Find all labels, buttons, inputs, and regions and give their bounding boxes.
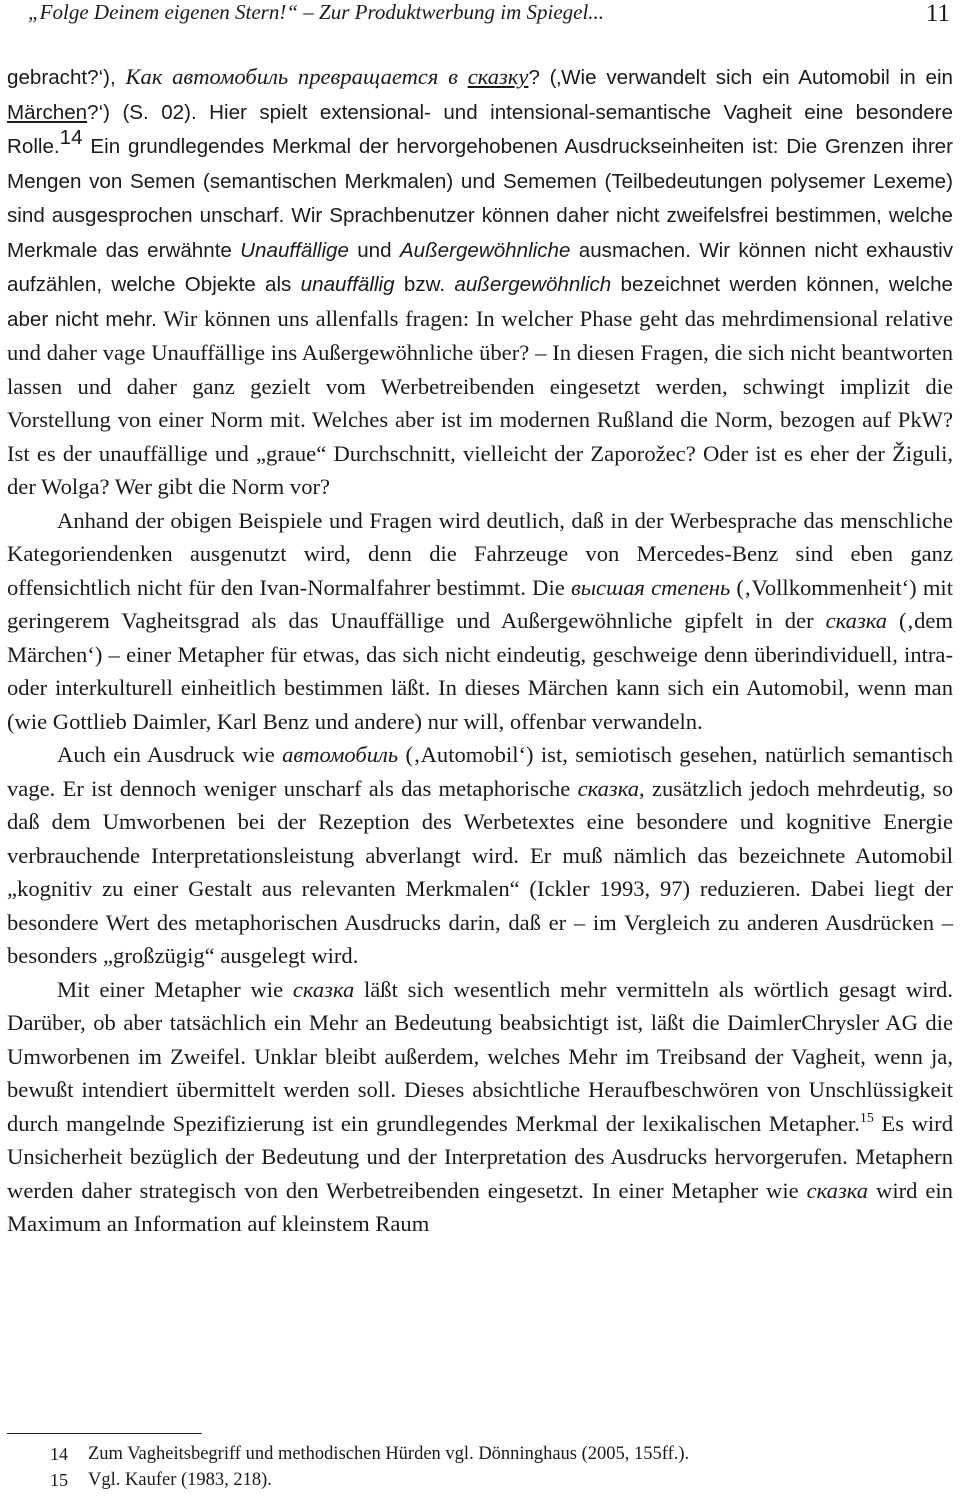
paragraph-2: Anhand der obigen Beispiele und Fragen wird deutlich, daß in der Werbesprache das menschliche Kategoriendenken ausgenutzt wird, denn die Fahrzeuge von Mercedes-Benz sind eben ganz offensichtlich nicht für den Ivan-Normalfahrer bestimmt. Die высшая степень (‚Vollkommenheit‘) mit geringerem Vagheitsgrad als das Unauffällige und Außergewöhnliche gipfelt in der сказка (‚dem Märchen‘) – einer Metapher für etwas, das sich nicht eindeutig, geschweige denn überindividuell, intra- oder interkulturell einheitlich bestimmen läßt. In dieses Märchen kann sich ein Automobil, wenn man (wie Gottlieb Daimler, Karl Benz und andere) nur will, offenbar verwandeln. <box>7 507 953 734</box>
page-number: 11 <box>925 0 950 27</box>
footnote-separator <box>7 1433 202 1434</box>
footnote-number: 15 <box>50 1470 68 1490</box>
footnote-ref-14[interactable]: 14 <box>59 126 83 149</box>
footnote-text: Vgl. Kaufer (1983, 218). <box>88 1470 272 1490</box>
paragraph-3: Auch ein Ausdruck wie автомобиль (‚Automobil‘) ist, semiotisch gesehen, natürlich semantisch vage. Er ist dennoch weniger unscharf als das metaphorische сказка, zusätzlich jedoch mehrdeutig, so daß dem Umworbenen bei der Rezeption des Werbetextes eine besondere und kognitive Energie verbrauchende Interpretationsleistung abverlangt wird. Er muß nämlich das bezeichnete Automobil „kognitiv zu einer Gestalt aus relevanten Merkmalen“ (Ickler 1993, 97) reduzieren. Dabei liegt der besondere Wert des metaphorischen Ausdrucks darin, daß er – im Vergleich zu anderen Ausdrücken – besonders „großzügig“ ausgelegt wird. <box>7 742 953 968</box>
paragraph-4: Mit einer Metapher wie сказка läßt sich wesentlich mehr vermitteln als wörtlich gesagt wird. Darüber, ob aber tatsächlich ein Mehr an Bedeutung beabsichtigt ist, läßt die DaimlerChrysler AG die Umworbenen im Zweifel. Unklar bleibt außerdem, welches Mehr im Treibsand der Vagheit, wenn ja, bewußt intendiert übermittelt werden soll. Dieses absichtliche Heraufbeschwören von Unschlüssigkeit durch mangelnde Spezifizierung ist ein grundlegendes Merkmal der lexikalischen Metapher.$^{15}$ Es wird Unsicherheit bezüglich der Bedeutung und der Interpretation des Ausdrucks hervorgerufen. Metaphern werden daher strategisch von den Werbetreibenden eingesetzt. In einer Metapher wie сказка wird ein Maximum an Information auf kleinstem Raum <box>7 976 953 1236</box>
footnote-number: 14 <box>50 1444 68 1464</box>
footnote-15 <box>40 1467 940 1493</box>
body-text <box>7 60 953 1241</box>
footnotes <box>40 1441 940 1493</box>
footnote-ref-15[interactable]: 15 <box>859 1110 874 1126</box>
running-title: „Folge Deinem eigenen Stern!“ – Zur Produktwerbung im Spiegel... <box>28 0 605 24</box>
footnote-text: Zum Vagheitsbegriff und methodischen Hürden vgl. Dönninghaus (2005, 155ff.). <box>88 1444 690 1464</box>
footnote-14 <box>40 1441 940 1467</box>
running-header <box>22 0 950 32</box>
paragraph-1: gebracht?‘), Как автомобиль превращается в сказку? (‚Wie verwandelt sich ein Automobil in ein Märchen?‘) (S. 02). Hier spielt extensional- und intensional-semantische Vagheit eine besondere Rolle.$^{14}$ Ein grundlegendes Merkmal der hervorgehobenen Ausdruckseinheiten ist: Die Grenzen ihrer Mengen von Semen (semantischen Merkmalen) und Sememen (Teilbedeutungen polysemer Lexeme) sind ausgesprochen unscharf. Wir Sprachbenutzer können daher nicht zweifelsfrei bestimmen, welche Merkmale das erwähnte Unauffällige und Außergewöhnliche ausmachen. Wir können nicht exhaustiv aufzählen, welche Objekte als unauffällig bzw. außergewöhnlich bezeichnet werden können, welche aber nicht mehr. Wir können uns allenfalls fragen: In welcher Phase geht das mehrdimensional relative und daher vage Unauffällige ins Außergewöhnliche über? – In diesen Fragen, die sich nicht beantworten lassen und daher ganz gezielt vom Werbetreibenden eingesetzt werden, schwingt implizit die Vorstellung von einer Norm mit. Welches aber ist im modernen Rußland die Norm, bezogen auf PkW? Ist es der unauffällige und „graue“ Durchschnitt, vielleicht der Zaporožec? Oder ist es eher der Žiguli, der Wolga? Wer gibt die Norm vor? <box>7 64 954 499</box>
